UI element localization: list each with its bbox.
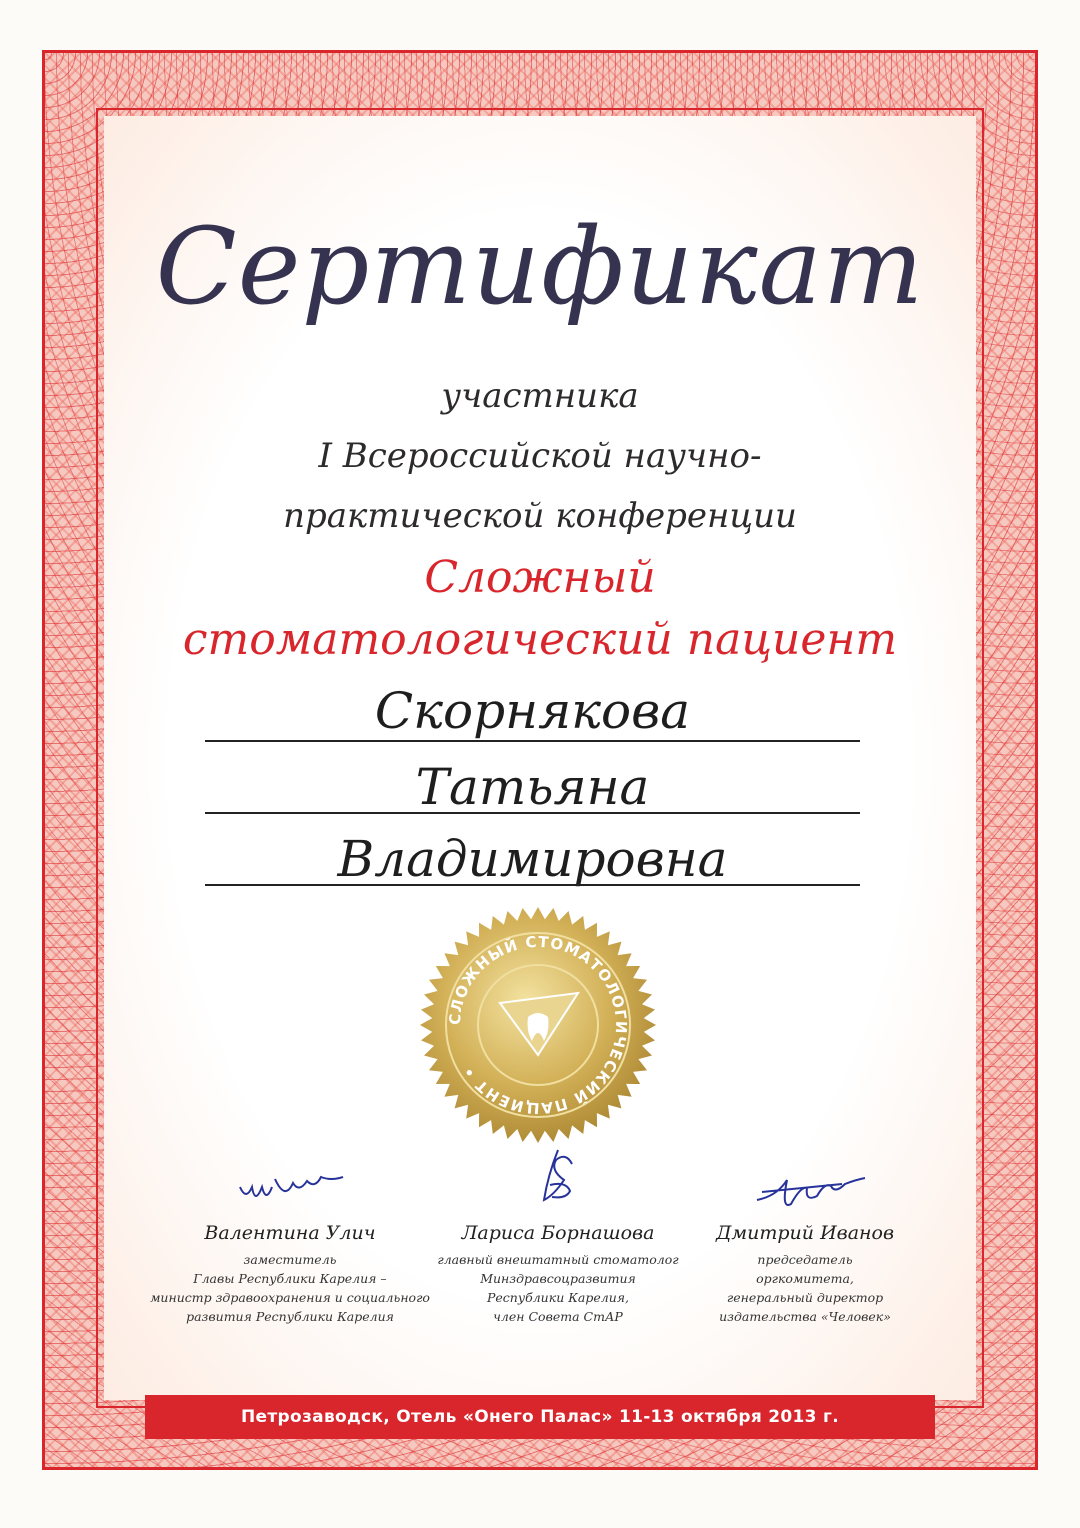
signatory-name: Валентина Улич <box>204 1222 376 1244</box>
subtitle-line-3: практической конференции <box>283 496 797 536</box>
recipient-first-name: Татьяна <box>415 758 650 816</box>
role-line: генеральный директор <box>726 1290 884 1305</box>
name-underline-3 <box>205 884 860 886</box>
recipient-patronymic: Владимировна <box>337 830 728 888</box>
signatory-bornashova <box>418 1222 698 1326</box>
signature-ulich-icon <box>235 1165 355 1210</box>
signatory-role <box>418 1250 698 1326</box>
signature-bornashova-icon <box>520 1145 600 1210</box>
seal-text: СЛОЖНЫЙ СТОМАТОЛОГИЧЕСКИЙ ПАЦИЕНТ • <box>445 932 631 1118</box>
recipient-last-name: Скорнякова <box>374 682 691 740</box>
signatory-ulich <box>150 1222 430 1326</box>
conference-name-line-2: стоматологический пациент <box>182 614 898 665</box>
role-line: развития Республики Карелия <box>186 1309 394 1324</box>
signatory-role <box>665 1250 945 1326</box>
signatory-name: Дмитрий Иванов <box>715 1222 895 1244</box>
certificate-title: Сертификат <box>155 205 925 328</box>
role-line: Главы Республики Карелия – <box>193 1271 387 1286</box>
role-line: главный внештатный стоматолог <box>437 1252 679 1267</box>
conference-name-line-1: Сложный <box>424 552 656 603</box>
name-underline-1 <box>205 740 860 742</box>
role-line: министр здравоохранения и социального <box>150 1290 430 1305</box>
name-underline-2 <box>205 812 860 814</box>
role-line: Минздравсоцразвития <box>480 1271 636 1286</box>
subtitle-line-2: I Всероссийской научно- <box>318 436 762 476</box>
signatory-role <box>150 1250 430 1326</box>
role-line: член Совета СтАР <box>493 1309 623 1324</box>
role-line: Республики Карелия, <box>486 1290 630 1305</box>
signatory-name: Лариса Борнашова <box>461 1222 655 1244</box>
signature-ivanov-icon <box>752 1170 867 1215</box>
subtitle-line-1: участника <box>441 376 639 416</box>
gold-seal <box>418 905 658 1145</box>
signatory-ivanov <box>665 1222 945 1326</box>
role-line: председатель <box>757 1252 853 1267</box>
role-line: оргкомитета, <box>756 1271 854 1286</box>
footer-venue-date: Петрозаводск, Отель «Онего Палас» 11-13 октября 2013 г. <box>241 1407 839 1427</box>
role-line: заместитель <box>243 1252 337 1267</box>
role-line: издательства «Человек» <box>719 1309 891 1324</box>
